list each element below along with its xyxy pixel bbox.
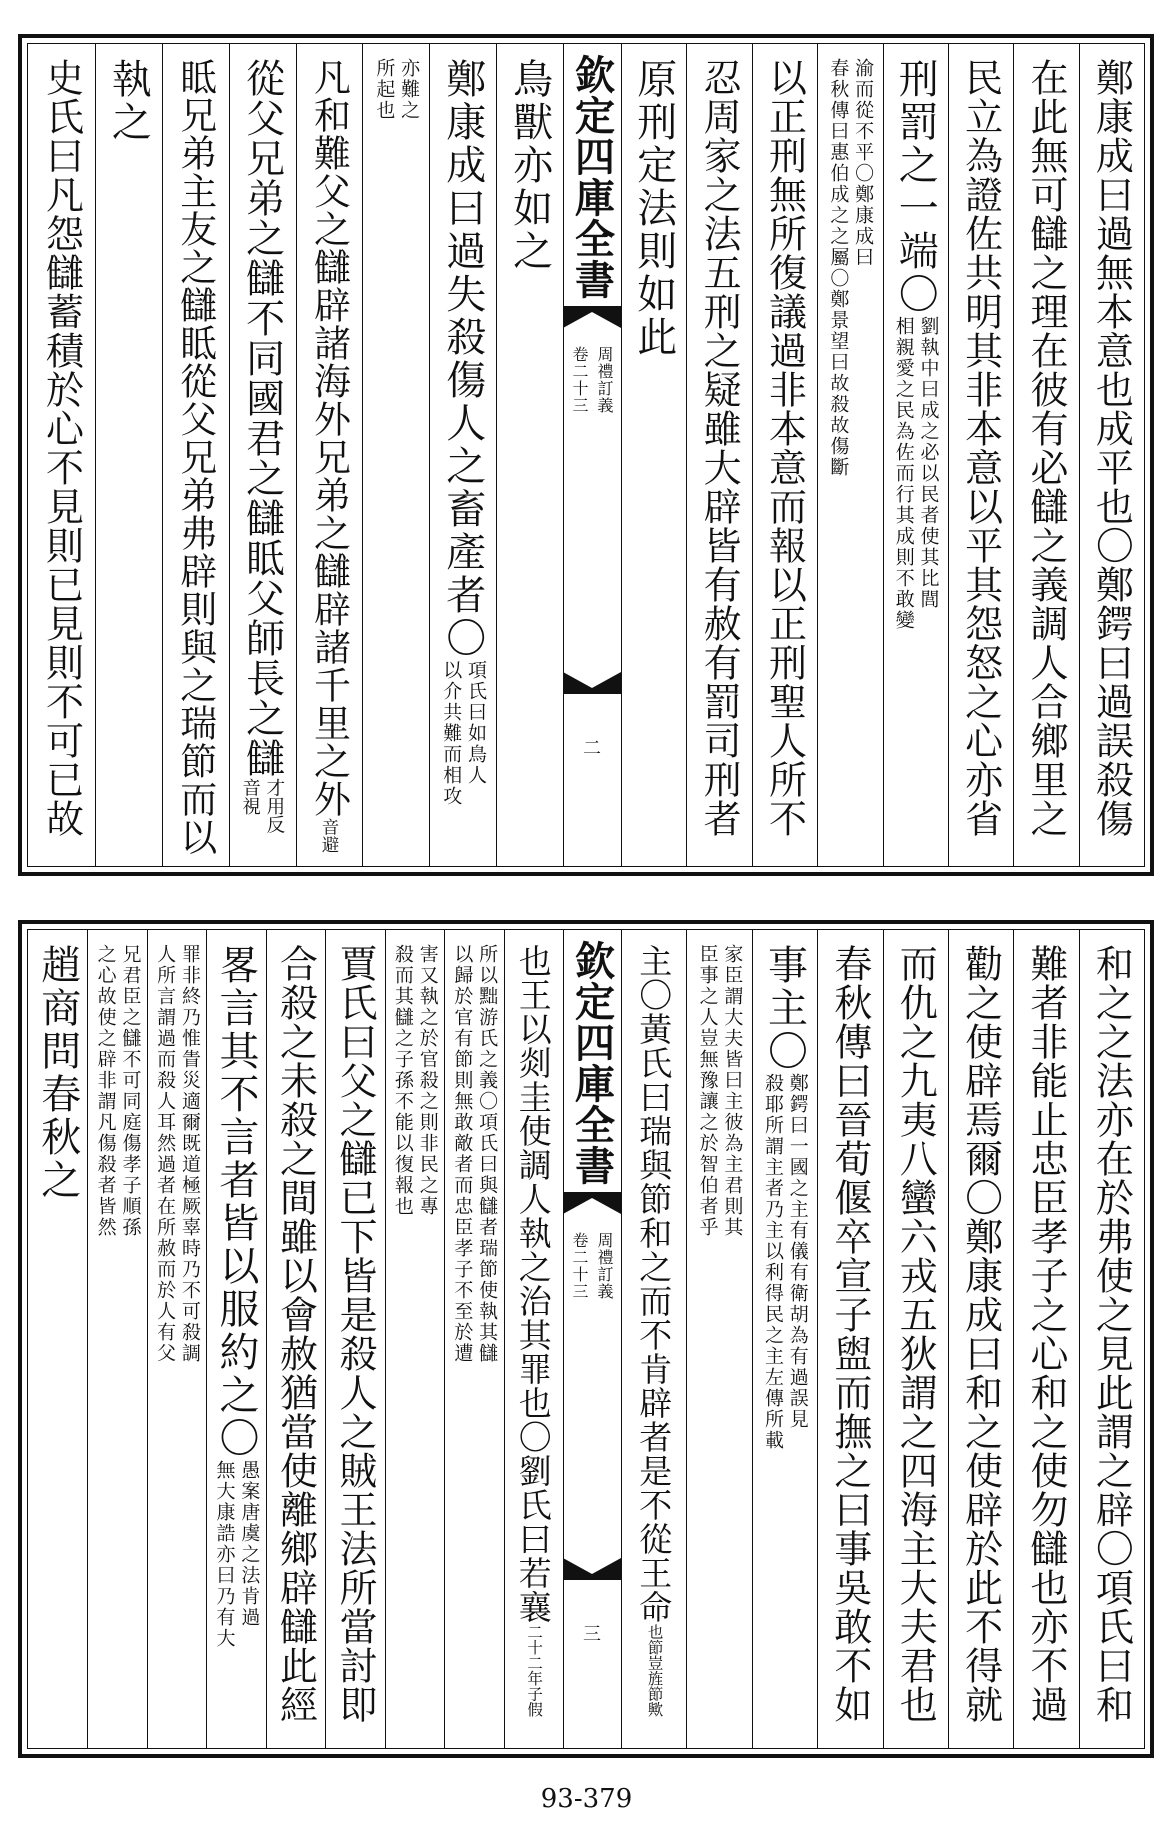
column-content xyxy=(273,944,318,1738)
main-text-line: 鄭康成曰過失殺傷人之畜產者〇 xyxy=(439,58,486,660)
column-content xyxy=(1023,58,1068,856)
top-left-column-5 xyxy=(162,58,229,856)
annotation-block xyxy=(319,818,339,853)
column-content xyxy=(696,944,743,1738)
top-left-column-4 xyxy=(229,58,296,856)
column-rule xyxy=(362,44,363,866)
column-content xyxy=(761,944,808,1738)
annotation-line: 兄君臣之讎不可同庭傷孝子順孫 xyxy=(119,944,142,1238)
column-content xyxy=(105,58,152,856)
main-text-line: 在此無可讎之理在彼有必讎之義調人合鄉里之 xyxy=(1023,58,1068,838)
annotation-block xyxy=(645,1624,663,1717)
column-content xyxy=(439,58,486,856)
annotation-line: 之心故使之辟非謂凡傷殺者皆然 xyxy=(94,944,117,1238)
header-book-volume xyxy=(563,1232,621,1300)
annotation-line: 所以黜游氏之義〇項氏曰與讎者瑞節使執其讎 xyxy=(476,944,499,1364)
column-content xyxy=(173,58,217,856)
annotation-block xyxy=(696,944,743,1238)
column-rule xyxy=(385,930,386,1748)
main-text-line: 凡和難父之讎辟諸海外兄弟之讎辟諸千里之外 xyxy=(307,58,351,818)
annotation-block xyxy=(372,58,419,121)
annotation-line: 以介共難而相攻 xyxy=(440,660,463,807)
column-content xyxy=(213,944,260,1738)
annotation-line: 二十二年子假 xyxy=(525,1624,544,1717)
column-content xyxy=(450,944,497,1738)
top-page-inner-frame xyxy=(27,43,1145,867)
column-content xyxy=(513,944,553,1738)
column-content xyxy=(826,58,873,856)
bottom-left-column-5 xyxy=(206,944,265,1738)
column-content xyxy=(827,944,872,1738)
column-rule xyxy=(87,930,88,1748)
main-text-line: 鳥獸亦如之 xyxy=(506,58,553,273)
annotation-line: 殺耶所謂主者乃主以利得民之主左傳所載 xyxy=(761,1073,784,1451)
column-rule xyxy=(229,44,230,866)
main-text-line: 鄭康成曰過無本意也成平也〇鄭鍔曰過誤殺傷 xyxy=(1089,58,1134,838)
column-rule xyxy=(496,44,497,866)
fish-tail-mark-lower xyxy=(563,1552,621,1580)
header-title xyxy=(563,54,621,300)
annotation-block xyxy=(450,944,497,1364)
main-text-line: 事主〇 xyxy=(761,944,808,1073)
column-rule xyxy=(1013,44,1014,866)
gutter-rule xyxy=(621,930,622,1748)
main-text-line: 眡兄弟主友之讎眡從父兄弟弗辟則與之瑞節而以 xyxy=(173,58,217,856)
main-text-line: 原刑定法則如此 xyxy=(630,58,677,359)
column-rule xyxy=(752,44,753,866)
bottom-right-column-3 xyxy=(883,944,948,1738)
top-left-column-1 xyxy=(429,58,496,856)
bottom-left-column-0 xyxy=(504,944,563,1738)
column-rule xyxy=(817,44,818,866)
bottom-left-column-7 xyxy=(87,944,146,1738)
top-left-column-7 xyxy=(28,58,95,856)
column-content xyxy=(762,58,807,856)
column-rule xyxy=(206,930,207,1748)
bottom-right-column-4 xyxy=(817,944,882,1738)
main-text-line: 忍周家之法五刑之疑雖大辟皆有赦有罰司刑者 xyxy=(697,58,742,838)
annotation-line: 渝而從不平〇鄭康成曰 xyxy=(852,58,875,268)
column-rule xyxy=(883,930,884,1748)
annotation-line: 罪非終乃惟眚災適爾既道極厥辜時乃不可殺調 xyxy=(178,944,201,1364)
main-text-line: 趙商問春秋之 xyxy=(34,944,81,1202)
column-content xyxy=(391,944,438,1738)
column-content xyxy=(39,58,84,856)
column-rule xyxy=(686,930,687,1748)
annotation-block xyxy=(439,660,486,807)
bottom-right-column-1 xyxy=(1013,944,1078,1738)
top-page-frame xyxy=(18,34,1154,876)
column-rule xyxy=(948,44,949,866)
annotation-block xyxy=(94,944,141,1238)
column-rule xyxy=(1013,930,1014,1748)
leaf-number: 二 xyxy=(583,738,601,759)
main-text-line: 而仇之九夷八蠻六戎五狄謂之四海主大夫君也 xyxy=(893,944,938,1724)
header-title-text: 欽定四庫全書 xyxy=(568,940,616,1186)
main-text-line: 民立為證佐共明其非本意以平其怨怒之心亦省 xyxy=(958,58,1003,838)
bottom-right-column-2 xyxy=(948,944,1013,1738)
main-text-line: 刑罰之一端〇 xyxy=(892,58,939,316)
leaf-number: 三 xyxy=(583,1624,601,1645)
column-rule xyxy=(1079,44,1080,866)
center-fold-gutter xyxy=(563,44,621,866)
bottom-left-column-8 xyxy=(28,944,87,1738)
bottom-right-column-7 xyxy=(621,944,686,1738)
annotation-line: 項氏曰如鳥人 xyxy=(465,660,488,786)
column-rule xyxy=(296,44,297,866)
bottom-left-column-3 xyxy=(325,944,384,1738)
annotation-block xyxy=(826,58,873,478)
annotation-block xyxy=(213,1460,260,1649)
annotation-line: 音避 xyxy=(319,818,339,853)
main-text-line: 執之 xyxy=(105,58,152,144)
top-right-column-7 xyxy=(621,58,686,856)
top-right-column-1 xyxy=(1013,58,1078,856)
main-text-line: 從父兄弟之讎不同國君之讎眡父師長之讎 xyxy=(239,58,285,778)
column-content xyxy=(239,58,285,856)
annotation-line: 無大康誥亦曰乃有大 xyxy=(213,1460,236,1649)
annotation-block xyxy=(761,1073,808,1451)
column-rule xyxy=(504,930,505,1748)
annotation-line: 人所言謂過而殺人耳然過者在所赦而於人有父 xyxy=(154,944,177,1364)
column-content xyxy=(958,58,1003,856)
top-right-column-5 xyxy=(752,58,817,856)
main-text-line: 合殺之未殺之間雖以會赦猶當使離鄉辟讎此經 xyxy=(273,944,318,1724)
main-text-line: 春秋傳曰晉荀偃卒宣子盥而撫之曰事吳敢不如 xyxy=(827,944,872,1724)
main-text-line: 勸之使辟焉爾〇鄭康成曰和之使辟於此不得就 xyxy=(958,944,1003,1724)
header-title xyxy=(563,940,621,1186)
annotation-line: 春秋傳曰惠伯成之之屬〇鄭景望曰故殺故傷斷 xyxy=(827,58,850,478)
column-rule xyxy=(325,930,326,1748)
column-content xyxy=(1089,944,1134,1738)
column-rule xyxy=(95,44,96,866)
annotation-line: 鄭鍔曰一國之主有儀有衛胡為有過誤見 xyxy=(786,1073,809,1430)
annotation-block xyxy=(239,778,285,834)
fish-tail-mark-upper xyxy=(563,1192,621,1220)
top-left-column-3 xyxy=(296,58,363,856)
top-right-column-0 xyxy=(1079,58,1144,856)
annotation-line: 殺而其讎之子孫不能以復報也 xyxy=(391,944,414,1217)
top-left-column-2 xyxy=(362,58,429,856)
annotation-line: 愚案唐虞之法肯過 xyxy=(238,1460,261,1628)
top-left-column-6 xyxy=(95,58,162,856)
main-text-line: 難者非能止忠臣孝子之心和之使勿讎也亦不過 xyxy=(1023,944,1068,1724)
annotation-line: 相親愛之民為佐而行其成則不敢變 xyxy=(892,316,915,631)
bottom-page-frame xyxy=(18,920,1154,1758)
column-content xyxy=(372,58,419,856)
column-rule xyxy=(266,930,267,1748)
bottom-right-column-5 xyxy=(752,944,817,1738)
top-right-column-3 xyxy=(883,58,948,856)
column-rule xyxy=(883,44,884,866)
bottom-left-column-2 xyxy=(385,944,444,1738)
annotation-line: 害又執之於官殺之則非民之專 xyxy=(416,944,439,1217)
main-text-line: 畧言其不言者皆以服約之〇 xyxy=(213,944,260,1460)
column-content xyxy=(893,944,938,1738)
column-content xyxy=(697,58,742,856)
column-rule xyxy=(1079,930,1080,1748)
top-right-column-6 xyxy=(686,58,751,856)
annotation-block xyxy=(153,944,200,1364)
bottom-right-column-6 xyxy=(686,944,751,1738)
column-rule xyxy=(948,930,949,1748)
annotation-line: 亦難之 xyxy=(398,58,421,121)
page-number: 93-379 xyxy=(540,1784,633,1814)
column-rule xyxy=(147,930,148,1748)
column-content xyxy=(307,58,351,856)
annotation-line: 劉執中曰成之必以民者使其比閭 xyxy=(917,316,940,610)
main-text-line: 和之之法亦在於弗使之見此謂之辟〇項氏曰和 xyxy=(1089,944,1134,1724)
annotation-line: 臣事之人豈無豫讓之於智伯者乎 xyxy=(696,944,719,1238)
bottom-left-column-4 xyxy=(266,944,325,1738)
header-book-volume xyxy=(563,346,621,414)
top-right-column-4 xyxy=(817,58,882,856)
column-rule xyxy=(817,930,818,1748)
fish-tail-mark-upper xyxy=(563,306,621,334)
column-rule xyxy=(444,930,445,1748)
column-rule xyxy=(686,44,687,866)
column-content xyxy=(892,58,939,856)
column-content xyxy=(153,944,200,1738)
bottom-page-inner-frame xyxy=(27,929,1145,1749)
annotation-line: 家臣謂大夫皆曰主彼為主君則其 xyxy=(721,944,744,1238)
column-content xyxy=(332,944,377,1738)
annotation-block xyxy=(391,944,438,1217)
header-title-text: 欽定四庫全書 xyxy=(568,54,616,300)
annotation-line: 音視 xyxy=(239,778,261,815)
book-title: 周禮訂義 xyxy=(595,346,614,414)
column-rule xyxy=(162,44,163,866)
top-left-column-0 xyxy=(496,58,563,856)
main-text-line: 史氏曰凡怨讎蓄積於心不見則已見則不可已故 xyxy=(39,58,84,838)
column-content xyxy=(958,944,1003,1738)
column-content xyxy=(1023,944,1068,1738)
annotation-block xyxy=(892,316,939,631)
volume-number: 卷二十三 xyxy=(570,346,589,414)
main-text-line: 也王以剡圭使調人執之治其罪也〇劉氏曰若襄 xyxy=(513,944,553,1624)
column-content xyxy=(506,58,553,856)
volume-number: 卷二十三 xyxy=(570,1232,589,1300)
bottom-left-column-6 xyxy=(147,944,206,1738)
column-content xyxy=(630,58,677,856)
main-text-line: 主〇黃氏曰瑞與節和之而不肯辟者是不從王命 xyxy=(634,944,674,1624)
bottom-right-column-0 xyxy=(1079,944,1144,1738)
column-content xyxy=(34,944,81,1738)
main-text-line: 賈氏曰父之讎已下皆是殺人之賊王法所當討即 xyxy=(332,944,377,1724)
column-rule xyxy=(752,930,753,1748)
center-fold-gutter xyxy=(563,930,621,1748)
bottom-left-column-1 xyxy=(444,944,503,1738)
annotation-line: 所起也 xyxy=(373,58,396,121)
main-text-line: 以正刑無所復議過非本意而報以正刑聖人所不 xyxy=(762,58,807,838)
column-content xyxy=(634,944,674,1738)
annotation-line: 以歸於官有節則無敢敵者而忠臣孝子不至於遭 xyxy=(451,944,474,1364)
annotation-block xyxy=(524,1624,542,1717)
column-content xyxy=(94,944,141,1738)
fish-tail-mark-lower xyxy=(563,666,621,694)
book-title: 周禮訂義 xyxy=(595,1232,614,1300)
annotation-line: 才用反 xyxy=(263,778,285,834)
column-content xyxy=(1089,58,1134,856)
annotation-line: 也節豈旌節歟 xyxy=(645,1624,664,1717)
top-right-column-2 xyxy=(948,58,1013,856)
gutter-rule xyxy=(621,44,622,866)
column-rule xyxy=(429,44,430,866)
